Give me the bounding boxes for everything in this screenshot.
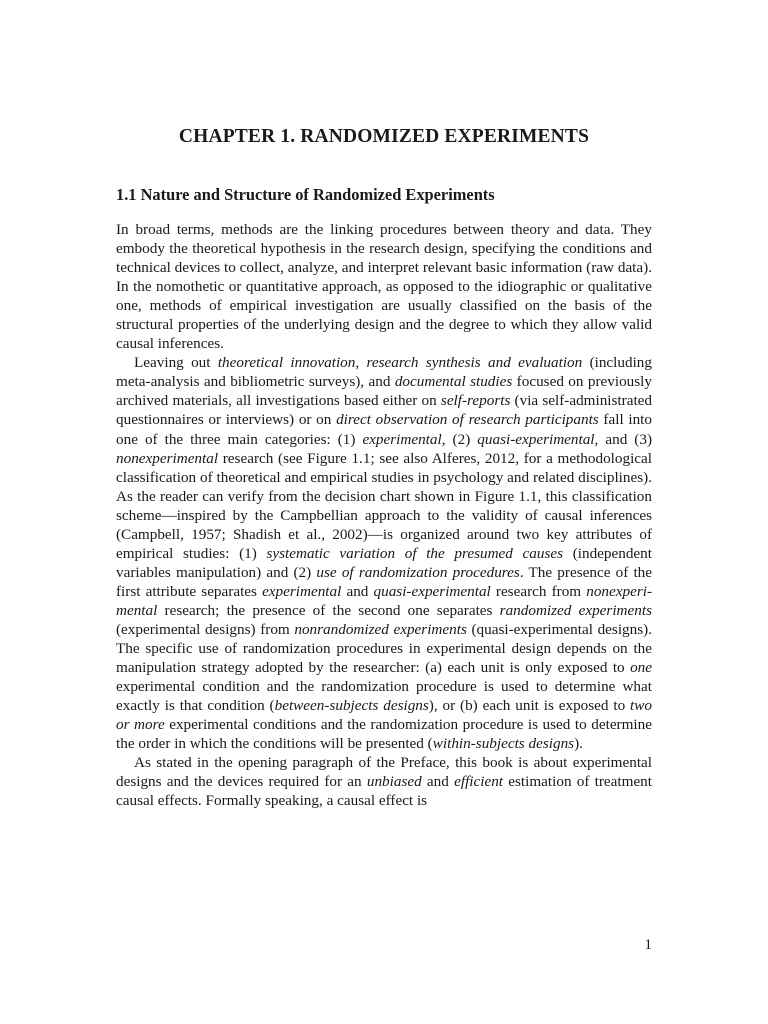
text-run: research; the presence of the second one separates <box>157 601 500 619</box>
italic-run: one <box>630 659 652 677</box>
text-run: experimental conditions and the randomization procedure is used to determine the order in which the conditions will be presented ( <box>116 716 652 753</box>
text-run: and <box>341 582 374 600</box>
body-text <box>116 220 652 810</box>
italic-run: experimental <box>362 430 442 448</box>
italic-run: use of randomization procedures <box>316 563 520 581</box>
italic-run: systematic variation of the presumed causes <box>266 544 564 562</box>
italic-run: between-subjects designs <box>274 697 429 715</box>
italic-run: quasi-experimental <box>373 582 491 600</box>
italic-run: efficient <box>454 773 504 791</box>
italic-run: nonexperimental <box>116 582 653 619</box>
text-run: (experimental designs) from <box>116 620 295 638</box>
text-run: (quasi-experimental designs). The specific use of randomization procedures in experimental design depends on the manipulation strategy adopted by the researcher: (a) each unit is only exposed to <box>116 620 652 677</box>
text-run: ), or (b) each unit is exposed to <box>428 697 631 715</box>
text-run: , (2) <box>441 430 478 448</box>
text-run: estimation of treatment causal effects. Formally speaking, a causal effect is <box>116 773 652 810</box>
italic-run: experimental <box>262 582 342 600</box>
italic-run: quasi-experimental <box>477 430 595 448</box>
italic-run: within-subjects designs <box>432 735 575 753</box>
italic-run: self-reports <box>440 392 511 410</box>
italic-run: unbiased <box>366 773 422 791</box>
italic-run: theoretical innovation <box>217 354 356 372</box>
text-run: As stated in the opening paragraph of the Preface, this book is about experimental designs and the devices required for an <box>116 754 652 791</box>
text-run: fall into one of the three main categories: (1) <box>116 411 652 448</box>
text-run: Leaving out <box>134 354 218 372</box>
text-run: experimental condition and the randomization procedure is used to determine what exactly is that condition ( <box>116 678 652 715</box>
text-run: , and (3) <box>594 430 653 448</box>
text-run: research from <box>490 582 587 600</box>
text-run: (including meta-analysis and bibliometric surveys), and <box>116 354 652 391</box>
text-run: (independent variables manipulation) and (2) <box>116 544 652 581</box>
page-number: 1 <box>644 936 652 953</box>
text-run: and <box>421 773 455 791</box>
italic-run: research synthesis and evaluation <box>366 354 583 372</box>
text-run: ). <box>574 735 583 753</box>
italic-run: randomized experiments <box>499 601 652 619</box>
text-run: In broad terms, methods are the linking procedures between theory and data. They embody the theoretical hypothesis in the research design, specifying the conditions and technical devices to collect, analyze, and interpret relevant basic information (raw data). In the nomothetic or quantitative approach, as opposed to the idiographic or qualitative one, methods of empirical investigation are usually classified on the basis of the structural properties of the underlying design and the degree to which they allow valid causal inferences. <box>116 221 652 353</box>
italic-run: nonexperimental <box>116 449 219 467</box>
section-title: 1.1 Nature and Structure of Randomized Experiments <box>116 185 495 204</box>
text-run: research (see Figure 1.1; see also Alferes, 2012, for a methodological classification of theoretical and empirical studies in psychology and related disciplines). As the reader can verify from the decision chart shown in Figure 1.1, this classification scheme—inspired by the Campbellian approach to the validity of causal inferences (Campbell, 1957; Shadish et al., 2002)—is organized around two key attributes of empirical studies: (1) <box>116 449 652 562</box>
text-run: (via self-administrated questionnaires or interviews) or on <box>116 392 652 429</box>
text-run: focused on previously archived materials, all investigations based either on <box>116 373 652 410</box>
text-run: , <box>355 354 367 372</box>
italic-run: documental studies <box>394 373 513 391</box>
text-run: . The presence of the first attribute separates <box>116 563 652 600</box>
italic-run: two or more <box>116 697 652 734</box>
paragraph-2 <box>116 353 652 753</box>
paragraph-3 <box>116 753 652 810</box>
italic-run: nonrandomized experiments <box>294 620 467 638</box>
italic-run: direct observation of research participants <box>336 411 599 429</box>
chapter-title: CHAPTER 1. RANDOMIZED EXPERIMENTS <box>178 126 590 147</box>
paragraph-1 <box>116 220 652 353</box>
